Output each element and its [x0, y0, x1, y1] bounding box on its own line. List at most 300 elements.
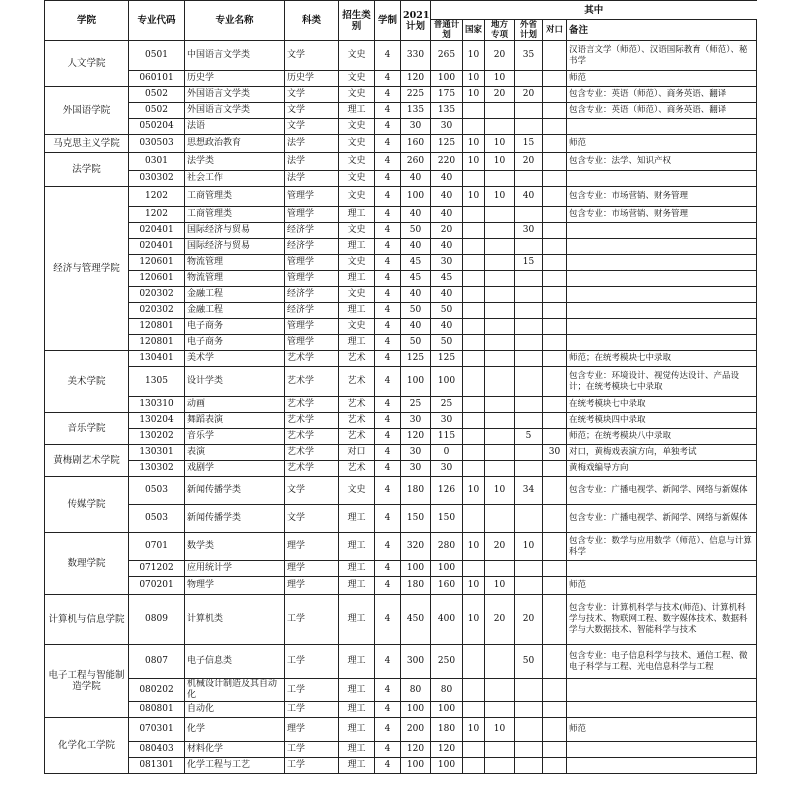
table-row	[45, 207, 757, 223]
table-row	[45, 758, 757, 774]
cell-plan: 180	[401, 577, 431, 595]
cell-counterpart	[543, 702, 567, 718]
table-row	[45, 679, 757, 702]
cell-code: 030503	[129, 135, 185, 153]
cell-code: 070201	[129, 577, 185, 595]
cell-name: 外国语言文学类	[185, 87, 285, 103]
cell-name: 工商管理类	[185, 207, 285, 223]
cell-national	[463, 505, 485, 533]
header-remarks: 备注	[567, 20, 757, 41]
cell-out-province	[515, 742, 543, 758]
table-row	[45, 287, 757, 303]
cell-name: 国际经济与贸易	[185, 239, 285, 255]
cell-enroll-type: 理工	[339, 595, 375, 645]
cell-counterpart	[543, 153, 567, 171]
cell-category: 历史学	[285, 71, 339, 87]
cell-duration: 4	[375, 135, 401, 153]
cell-duration: 4	[375, 335, 401, 351]
cell-general-plan: 126	[431, 477, 463, 505]
cell-national: 10	[463, 153, 485, 171]
cell-code: 0809	[129, 595, 185, 645]
cell-general-plan: 30	[431, 413, 463, 429]
table-row	[45, 367, 757, 397]
cell-out-province	[515, 561, 543, 577]
cell-duration: 4	[375, 287, 401, 303]
cell-out-province	[515, 271, 543, 287]
cell-plan: 260	[401, 153, 431, 171]
cell-local-special: 10	[485, 477, 515, 505]
cell-remarks: 师范	[567, 577, 757, 595]
cell-name: 电子商务	[185, 319, 285, 335]
cell-code: 0301	[129, 153, 185, 171]
cell-remarks: 师范；在统考模块七中录取	[567, 351, 757, 367]
table-row	[45, 429, 757, 445]
cell-duration: 4	[375, 351, 401, 367]
cell-enroll-type: 文史	[339, 477, 375, 505]
cell-out-province	[515, 335, 543, 351]
cell-category: 艺术学	[285, 367, 339, 397]
cell-enroll-type: 艺术	[339, 413, 375, 429]
cell-remarks: 汉语言文学（师范）、汉语国际教育（师范）、秘书学	[567, 41, 757, 71]
cell-counterpart	[543, 477, 567, 505]
cell-college: 计算机与信息学院	[45, 595, 129, 645]
cell-remarks	[567, 319, 757, 335]
cell-code: 0807	[129, 645, 185, 679]
cell-national	[463, 287, 485, 303]
cell-general-plan: 250	[431, 645, 463, 679]
cell-remarks: 在统考模块七中录取	[567, 397, 757, 413]
cell-local-special	[485, 171, 515, 187]
cell-name: 表演	[185, 445, 285, 461]
cell-general-plan: 20	[431, 223, 463, 239]
header-general-plan: 普通计划	[431, 20, 463, 41]
cell-name: 电子信息类	[185, 645, 285, 679]
cell-duration: 4	[375, 87, 401, 103]
cell-plan: 40	[401, 171, 431, 187]
cell-name: 数学类	[185, 533, 285, 561]
cell-local-special: 10	[485, 577, 515, 595]
cell-enroll-type: 理工	[339, 505, 375, 533]
cell-remarks	[567, 561, 757, 577]
cell-duration: 4	[375, 207, 401, 223]
cell-general-plan: 30	[431, 461, 463, 477]
table-row	[45, 153, 757, 171]
cell-name: 应用统计学	[185, 561, 285, 577]
cell-code: 071202	[129, 561, 185, 577]
cell-code: 0502	[129, 87, 185, 103]
cell-national	[463, 397, 485, 413]
cell-college: 人文学院	[45, 41, 129, 87]
cell-code: 050204	[129, 119, 185, 135]
cell-remarks: 包含专业：广播电视学、新闻学、网络与新媒体	[567, 505, 757, 533]
cell-national	[463, 742, 485, 758]
cell-counterpart	[543, 303, 567, 319]
cell-counterpart	[543, 595, 567, 645]
cell-plan: 180	[401, 477, 431, 505]
table-row	[45, 645, 757, 679]
cell-plan: 45	[401, 271, 431, 287]
cell-remarks: 包含专业：电子信息科学与技术、通信工程、微电子科学与工程、光电信息科学与工程	[567, 645, 757, 679]
cell-national	[463, 303, 485, 319]
cell-counterpart	[543, 271, 567, 287]
cell-duration: 4	[375, 758, 401, 774]
header-plan-2021: 2021计划	[401, 1, 431, 41]
cell-name: 舞蹈表演	[185, 413, 285, 429]
cell-national	[463, 679, 485, 702]
cell-out-province	[515, 303, 543, 319]
cell-plan: 100	[401, 758, 431, 774]
cell-national	[463, 702, 485, 718]
cell-remarks	[567, 255, 757, 271]
cell-category: 艺术学	[285, 429, 339, 445]
cell-code: 020401	[129, 223, 185, 239]
cell-name: 戏剧学	[185, 461, 285, 477]
cell-category: 理学	[285, 561, 339, 577]
cell-general-plan: 100	[431, 702, 463, 718]
cell-enroll-type: 文史	[339, 319, 375, 335]
table-row	[45, 413, 757, 429]
cell-remarks	[567, 679, 757, 702]
cell-remarks: 包含专业：英语（师范）、商务英语、翻译	[567, 103, 757, 119]
cell-general-plan: 220	[431, 153, 463, 171]
cell-code: 080403	[129, 742, 185, 758]
cell-out-province	[515, 207, 543, 223]
cell-plan: 80	[401, 679, 431, 702]
cell-counterpart	[543, 742, 567, 758]
cell-code: 0701	[129, 533, 185, 561]
cell-national: 10	[463, 477, 485, 505]
cell-category: 艺术学	[285, 351, 339, 367]
table-row	[45, 351, 757, 367]
cell-category: 工学	[285, 742, 339, 758]
cell-local-special	[485, 335, 515, 351]
table-row	[45, 303, 757, 319]
cell-enroll-type: 文史	[339, 287, 375, 303]
cell-remarks	[567, 287, 757, 303]
cell-code: 0503	[129, 505, 185, 533]
header-enroll-type: 招生类别	[339, 1, 375, 41]
cell-local-special	[485, 742, 515, 758]
cell-duration: 4	[375, 119, 401, 135]
cell-duration: 4	[375, 187, 401, 207]
cell-enroll-type: 艺术	[339, 367, 375, 397]
cell-duration: 4	[375, 103, 401, 119]
cell-code: 1305	[129, 367, 185, 397]
cell-counterpart	[543, 645, 567, 679]
cell-national	[463, 335, 485, 351]
cell-counterpart	[543, 41, 567, 71]
cell-name: 工商管理类	[185, 187, 285, 207]
cell-code: 020401	[129, 239, 185, 255]
cell-enroll-type: 理工	[339, 577, 375, 595]
cell-plan: 225	[401, 87, 431, 103]
cell-name: 计算机类	[185, 595, 285, 645]
table-row	[45, 171, 757, 187]
cell-local-special: 10	[485, 187, 515, 207]
cell-counterpart	[543, 758, 567, 774]
cell-remarks	[567, 223, 757, 239]
cell-out-province	[515, 367, 543, 397]
cell-general-plan: 150	[431, 505, 463, 533]
cell-national	[463, 171, 485, 187]
cell-plan: 160	[401, 135, 431, 153]
cell-category: 经济学	[285, 239, 339, 255]
cell-duration: 4	[375, 645, 401, 679]
cell-name: 材料化学	[185, 742, 285, 758]
cell-local-special	[485, 445, 515, 461]
cell-duration: 4	[375, 223, 401, 239]
cell-local-special	[485, 461, 515, 477]
cell-remarks	[567, 239, 757, 255]
cell-enroll-type: 文史	[339, 71, 375, 87]
cell-plan: 120	[401, 429, 431, 445]
cell-local-special: 10	[485, 718, 515, 742]
cell-name: 思想政治教育	[185, 135, 285, 153]
cell-general-plan: 175	[431, 87, 463, 103]
cell-name: 音乐学	[185, 429, 285, 445]
cell-local-special	[485, 413, 515, 429]
cell-remarks: 包含专业：市场营销、财务管理	[567, 207, 757, 223]
cell-category: 工学	[285, 645, 339, 679]
cell-name: 新闻传播学类	[185, 477, 285, 505]
cell-remarks: 包含专业：环境设计、视觉传达设计、产品设计；在统考模块七中录取	[567, 367, 757, 397]
cell-enroll-type: 文史	[339, 255, 375, 271]
cell-college: 外国语学院	[45, 87, 129, 135]
table-row	[45, 461, 757, 477]
cell-national: 10	[463, 187, 485, 207]
cell-counterpart	[543, 319, 567, 335]
cell-code: 0501	[129, 41, 185, 71]
cell-counterpart	[543, 461, 567, 477]
table-row	[45, 477, 757, 505]
cell-local-special	[485, 505, 515, 533]
cell-name: 国际经济与贸易	[185, 223, 285, 239]
cell-plan: 50	[401, 303, 431, 319]
cell-enroll-type: 理工	[339, 645, 375, 679]
cell-name: 动画	[185, 397, 285, 413]
cell-remarks: 包含专业：数学与应用数学（师范）、信息与计算科学	[567, 533, 757, 561]
header-name: 专业名称	[185, 1, 285, 41]
cell-code: 0503	[129, 477, 185, 505]
cell-local-special	[485, 758, 515, 774]
cell-duration: 4	[375, 595, 401, 645]
cell-counterpart	[543, 429, 567, 445]
cell-duration: 4	[375, 461, 401, 477]
cell-category: 文学	[285, 41, 339, 71]
cell-name: 社会工作	[185, 171, 285, 187]
table-row	[45, 335, 757, 351]
cell-code: 081301	[129, 758, 185, 774]
cell-enroll-type: 艺术	[339, 461, 375, 477]
cell-code: 020302	[129, 287, 185, 303]
cell-category: 工学	[285, 595, 339, 645]
cell-counterpart	[543, 187, 567, 207]
cell-name: 化学	[185, 718, 285, 742]
cell-general-plan: 45	[431, 271, 463, 287]
cell-duration: 4	[375, 429, 401, 445]
cell-enroll-type: 艺术	[339, 351, 375, 367]
table-row	[45, 561, 757, 577]
cell-duration: 4	[375, 477, 401, 505]
cell-name: 美术学	[185, 351, 285, 367]
enrollment-plan-table-wrapper	[44, 0, 756, 774]
cell-national	[463, 445, 485, 461]
cell-plan: 30	[401, 413, 431, 429]
cell-general-plan: 0	[431, 445, 463, 461]
cell-enroll-type: 理工	[339, 533, 375, 561]
cell-out-province	[515, 71, 543, 87]
cell-national: 10	[463, 41, 485, 71]
cell-plan: 200	[401, 718, 431, 742]
cell-out-province	[515, 119, 543, 135]
cell-general-plan: 50	[431, 303, 463, 319]
cell-out-province	[515, 505, 543, 533]
cell-remarks: 师范；在统考模块八中录取	[567, 429, 757, 445]
cell-plan: 30	[401, 119, 431, 135]
cell-enroll-type: 文史	[339, 41, 375, 71]
cell-general-plan: 100	[431, 758, 463, 774]
cell-counterpart: 30	[543, 445, 567, 461]
cell-code: 130310	[129, 397, 185, 413]
cell-out-province: 10	[515, 533, 543, 561]
table-row	[45, 71, 757, 87]
cell-code: 070301	[129, 718, 185, 742]
cell-duration: 4	[375, 533, 401, 561]
cell-local-special: 20	[485, 533, 515, 561]
cell-enroll-type: 理工	[339, 207, 375, 223]
cell-out-province	[515, 445, 543, 461]
cell-category: 文学	[285, 119, 339, 135]
header-college: 学院	[45, 1, 129, 41]
cell-enroll-type: 理工	[339, 758, 375, 774]
cell-category: 管理学	[285, 271, 339, 287]
cell-code: 120601	[129, 271, 185, 287]
cell-national	[463, 255, 485, 271]
cell-category: 管理学	[285, 187, 339, 207]
cell-national	[463, 271, 485, 287]
cell-general-plan: 180	[431, 718, 463, 742]
cell-general-plan: 30	[431, 255, 463, 271]
cell-name: 自动化	[185, 702, 285, 718]
cell-local-special: 20	[485, 87, 515, 103]
cell-category: 艺术学	[285, 413, 339, 429]
cell-plan: 50	[401, 223, 431, 239]
cell-name: 化学工程与工艺	[185, 758, 285, 774]
cell-category: 工学	[285, 702, 339, 718]
cell-plan: 120	[401, 742, 431, 758]
cell-category: 文学	[285, 103, 339, 119]
cell-out-province	[515, 397, 543, 413]
cell-enroll-type: 理工	[339, 702, 375, 718]
cell-duration: 4	[375, 153, 401, 171]
cell-local-special	[485, 271, 515, 287]
cell-plan: 150	[401, 505, 431, 533]
cell-plan: 320	[401, 533, 431, 561]
cell-code: 130401	[129, 351, 185, 367]
cell-counterpart	[543, 533, 567, 561]
cell-counterpart	[543, 351, 567, 367]
cell-general-plan: 115	[431, 429, 463, 445]
cell-code: 120801	[129, 335, 185, 351]
cell-code: 1202	[129, 187, 185, 207]
cell-enroll-type: 艺术	[339, 429, 375, 445]
cell-code: 080202	[129, 679, 185, 702]
cell-duration: 4	[375, 413, 401, 429]
cell-local-special: 10	[485, 153, 515, 171]
cell-category: 工学	[285, 758, 339, 774]
cell-duration: 4	[375, 742, 401, 758]
cell-plan: 100	[401, 367, 431, 397]
table-row	[45, 718, 757, 742]
cell-remarks	[567, 119, 757, 135]
table-row	[45, 135, 757, 153]
cell-counterpart	[543, 367, 567, 397]
cell-name: 机械设计制造及其自动化	[185, 679, 285, 702]
cell-enroll-type: 理工	[339, 561, 375, 577]
cell-national	[463, 223, 485, 239]
cell-plan: 40	[401, 207, 431, 223]
cell-enroll-type: 理工	[339, 103, 375, 119]
table-row	[45, 319, 757, 335]
cell-category: 管理学	[285, 319, 339, 335]
header-duration: 学制	[375, 1, 401, 41]
cell-duration: 4	[375, 41, 401, 71]
cell-enroll-type: 艺术	[339, 397, 375, 413]
cell-counterpart	[543, 135, 567, 153]
table-body	[45, 41, 757, 774]
cell-national: 10	[463, 533, 485, 561]
cell-general-plan: 40	[431, 171, 463, 187]
cell-counterpart	[543, 223, 567, 239]
enrollment-plan-table	[44, 0, 757, 774]
cell-name: 物理学	[185, 577, 285, 595]
cell-category: 经济学	[285, 223, 339, 239]
cell-duration: 4	[375, 319, 401, 335]
cell-name: 中国语言文学类	[185, 41, 285, 71]
cell-out-province	[515, 679, 543, 702]
cell-out-province: 40	[515, 187, 543, 207]
cell-general-plan: 30	[431, 119, 463, 135]
cell-plan: 25	[401, 397, 431, 413]
cell-duration: 4	[375, 171, 401, 187]
cell-enroll-type: 文史	[339, 171, 375, 187]
cell-remarks	[567, 171, 757, 187]
cell-duration: 4	[375, 445, 401, 461]
cell-duration: 4	[375, 505, 401, 533]
cell-national	[463, 645, 485, 679]
cell-national: 10	[463, 718, 485, 742]
cell-general-plan: 100	[431, 71, 463, 87]
table-row	[45, 595, 757, 645]
cell-general-plan: 125	[431, 351, 463, 367]
cell-local-special	[485, 239, 515, 255]
cell-plan: 135	[401, 103, 431, 119]
cell-general-plan: 100	[431, 367, 463, 397]
cell-category: 理学	[285, 577, 339, 595]
cell-name: 物流管理	[185, 271, 285, 287]
cell-duration: 4	[375, 718, 401, 742]
cell-counterpart	[543, 679, 567, 702]
cell-category: 经济学	[285, 287, 339, 303]
cell-out-province: 15	[515, 255, 543, 271]
cell-out-province	[515, 319, 543, 335]
cell-remarks	[567, 702, 757, 718]
cell-enroll-type: 理工	[339, 679, 375, 702]
cell-plan: 40	[401, 287, 431, 303]
cell-code: 130202	[129, 429, 185, 445]
cell-national	[463, 207, 485, 223]
cell-general-plan: 40	[431, 239, 463, 255]
